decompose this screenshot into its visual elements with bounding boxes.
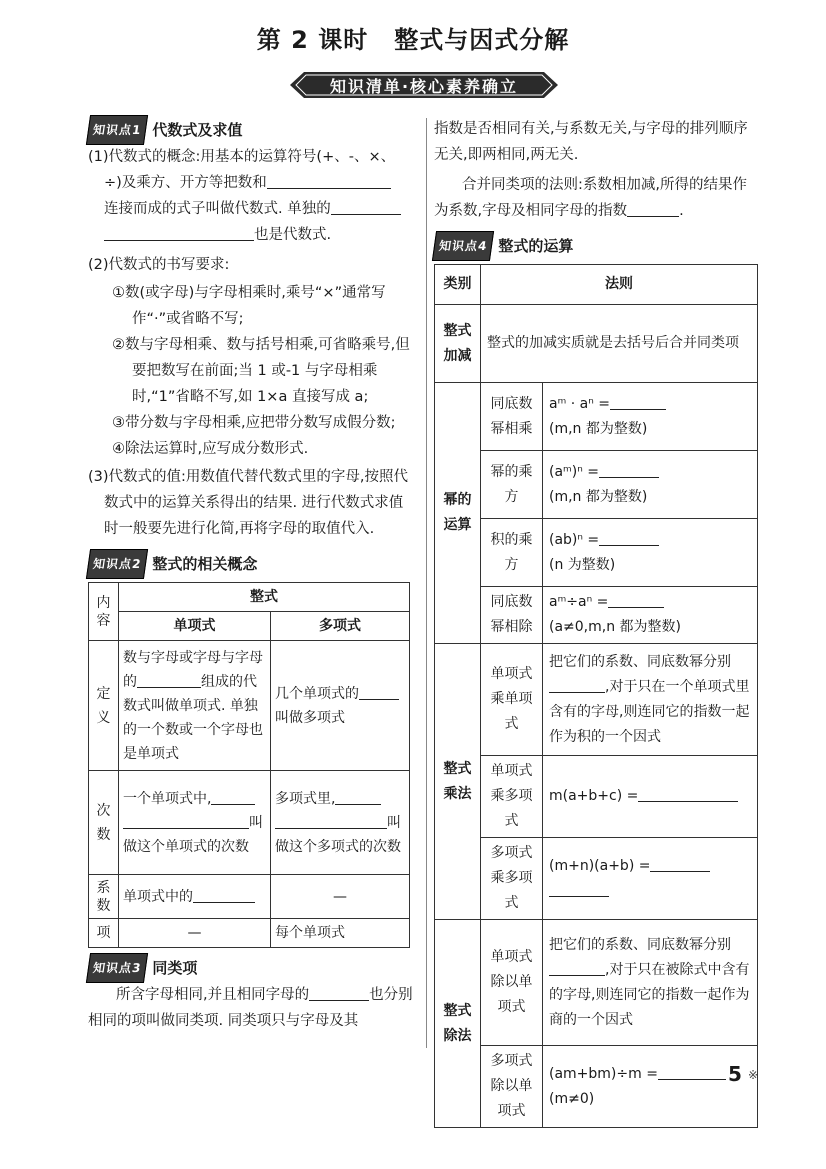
kp1-tag: 知识点1 [86,115,149,145]
answer-blank[interactable] [549,679,605,693]
page-number: 5 [728,1062,742,1086]
page-mark: ※ [748,1068,759,1082]
kp3-def: 所含字母相同,并且相同字母的 也分别相同的项叫做同类项. 同类项只与字母及其 [88,987,413,1029]
coef-dan-cell: 单项式中的 [119,875,271,919]
mul3-name: 多项式乘多项式 [481,838,543,920]
row-def-label: 定义 [89,641,119,771]
answer-blank[interactable] [359,686,399,700]
answer-blank[interactable] [650,858,710,872]
column-divider [426,118,427,1048]
deg-duo-cell: 多项式里, 叫做这个多项式的次数 [271,771,410,875]
answer-blank[interactable] [608,594,664,608]
term-dan-cell: — [119,919,271,948]
kp1-def: (1)代数式的概念:用基本的运算符号(+、-、×、 ÷)及乘方、开方等把数和 连接而成的式子叫做代数式. 单独的 也是代数式. [88,144,414,248]
kp4-heading: 整式的运算 [498,237,574,255]
div-cat: 整式除法 [435,920,481,1128]
kp1-header [88,116,414,144]
answer-blank[interactable] [104,227,254,242]
answer-blank[interactable] [599,532,659,546]
section-banner-text: 知识清单·核心素养确立 [329,77,519,96]
pow-cat: 幂的运算 [435,383,481,644]
kp1-rule-1: ①数(或字母)与字母相乘时,乘号“×”通常写作“·”或省略不写; [112,285,386,327]
left-column [88,116,414,1034]
kp3-tag: 知识点3 [86,953,149,983]
term-duo-cell: 每个单项式 [271,919,410,948]
answer-blank[interactable] [658,1066,726,1080]
answer-blank[interactable] [627,203,679,218]
kp2-heading: 整式的相关概念 [152,555,258,573]
topic-label: 整式与因式分解 [394,26,570,54]
row-coef-label: 系数 [89,875,119,919]
answer-blank[interactable] [599,464,659,478]
kp4-header [434,232,760,260]
kp1-value: (3)代数式的值:用数值代替代数式里的字母,按照代数式中的运算关系得出的结果. 进行代数式求值时一般要先进行化简,再将字母的取值代入. [88,469,409,537]
answer-blank[interactable] [267,175,391,190]
kp3-merge-rule: 合并同类项的法则:系数相加减,所得的结果作为系数,字母及相同字母的指数 . [434,177,747,219]
pow3-rule: (ab)ⁿ = (n 为整数) [543,519,758,587]
answer-blank[interactable] [123,815,249,829]
mul-cat: 整式乘法 [435,644,481,920]
page-title [0,20,826,55]
cell-rule-header: 法则 [481,265,758,305]
div2-rule: (am+bm)÷m = (m≠0) [543,1046,758,1128]
kp1-rule-3: ③带分数与字母相乘,应把带分数写成假分数; [112,415,396,431]
answer-blank[interactable] [638,788,738,802]
kp3-heading: 同类项 [152,959,198,977]
add-rule: 整式的加减实质就是去括号后合并同类项 [481,305,758,383]
cell-zhengshi-header: 整式 [119,583,410,612]
kp3-cont: 指数是否相同有关,与系数无关,与字母的排列顺序无关,即两相同,两无关. [434,121,748,163]
kp1-rule-4: ④除法运算时,应写成分数形式. [112,441,309,457]
answer-blank[interactable] [275,815,387,829]
cell-duo-header: 多项式 [271,612,410,641]
kp1-rule-2: ②数与字母相乘、数与括号相乘,可省略乘号,但要把数写在前面;当 1 或-1 与字母相乘时,“1”省略不写,如 1×a 直接写成 a; [112,337,410,405]
pow3-name: 积的乘方 [481,519,543,587]
answer-blank[interactable] [549,962,605,976]
mul1-name: 单项式乘单项式 [481,644,543,756]
mul2-rule: m(a+b+c) = [543,756,758,838]
answer-blank[interactable] [549,883,609,897]
operation-table [434,264,758,1128]
pow1-rule: aᵐ · aⁿ = (m,n 都为整数) [543,383,758,451]
deg-dan-cell: 一个单项式中, 叫做这个单项式的次数 [119,771,271,875]
answer-blank[interactable] [331,201,401,216]
mul1-rule: 把它们的系数、同底数幂分别 ,对于只在一个单项式里含有的字母,则连同它的指数一起作为积的一个因式 [543,644,758,756]
concept-table [88,582,410,948]
mul2-name: 单项式乘多项式 [481,756,543,838]
kp2-tag: 知识点2 [86,549,149,579]
answer-blank[interactable] [610,396,666,410]
coef-duo-cell: — [271,875,410,919]
kp4-tag: 知识点4 [432,231,495,261]
answer-blank[interactable] [137,674,201,688]
div1-name: 单项式除以单项式 [481,920,543,1046]
def-duo-cell: 几个单项式的叫做多项式 [271,641,410,771]
kp1-heading: 代数式及求值 [152,121,243,139]
right-column [434,116,760,1128]
cell-cat-header: 类别 [435,265,481,305]
answer-blank[interactable] [211,791,255,805]
row-deg-label: 次数 [89,771,119,875]
kp2-header [88,550,414,578]
add-cat: 整式加减 [435,305,481,383]
lesson-label: 第 2 课时 [256,26,369,54]
mul3-rule: (m+n)(a+b) = [543,838,758,920]
kp1-writing-rules-title: (2)代数式的书写要求: [88,257,230,273]
kp3-header [88,954,414,982]
def-dan-cell: 数与字母或字母与字母的 组成的代数式叫做单项式. 单独的一个数或一个字母也是单项式 [119,641,271,771]
pow2-name: 幂的乘方 [481,451,543,519]
pow4-name: 同底数幂相除 [481,587,543,644]
cell-content-header: 内容 [89,583,119,641]
row-term-label: 项 [89,919,119,948]
pow4-rule: aᵐ÷aⁿ = (a≠0,m,n 都为整数) [543,587,758,644]
pow2-rule: (aᵐ)ⁿ = (m,n 都为整数) [543,451,758,519]
answer-blank[interactable] [335,791,381,805]
cell-dan-header: 单项式 [119,612,271,641]
div2-name: 多项式除以单项式 [481,1046,543,1128]
pow1-name: 同底数幂相乘 [481,383,543,451]
answer-blank[interactable] [309,987,369,1002]
div1-rule: 把它们的系数、同底数幂分别 ,对于只在被除式中含有的字母,则连同它的指数一起作为商的一个因式 [543,920,758,1046]
answer-blank[interactable] [193,889,255,903]
